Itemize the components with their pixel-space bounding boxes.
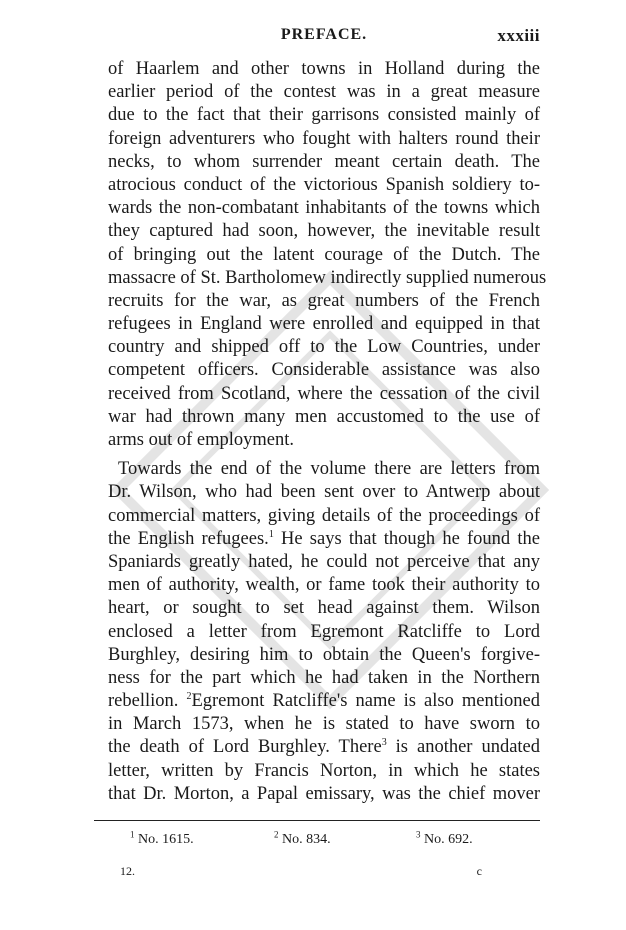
text-line: Spaniards greatly hated, he could not perceive that any xyxy=(108,551,540,572)
header-title: PREFACE. xyxy=(280,26,368,43)
body-text xyxy=(108,58,547,806)
text-line: competent officers. Considerable assistance was also xyxy=(108,360,540,381)
text-line: due to the fact that their garrisons consisted mainly of xyxy=(108,105,540,126)
running-header xyxy=(108,26,540,48)
text-line: received from Scotland, where the cessation of the civil xyxy=(108,383,540,404)
text-line-with-footnote xyxy=(108,690,540,713)
text-line: they captured had soon, however, the inevitable result xyxy=(108,221,540,242)
footnote-mark: 2 xyxy=(274,829,279,840)
line-tail: is another undated xyxy=(386,737,541,758)
text-line: massacre of St. Bartholomew indirectly supplied numerous xyxy=(108,267,547,288)
footnote-text: No. 1615. xyxy=(134,832,194,847)
line-tail: He says that though he found the xyxy=(273,528,540,549)
footnote-3 xyxy=(416,829,473,848)
text-line: necks, to whom surrender meant certain death. The xyxy=(108,151,540,172)
line-lead: the death of Lord Burghley. There xyxy=(108,737,382,758)
text-line: recruits for the war, as great numbers of the French xyxy=(108,290,540,311)
text-line: commercial matters, giving details of the proceedings of xyxy=(108,505,540,526)
footnote-ref-2: 2 xyxy=(186,690,192,702)
text-line: of bringing out the latent courage of the Dutch. The xyxy=(108,244,540,265)
line-tail: Egremont Ratcliffe's name is also mentioned xyxy=(191,691,540,712)
footnote-text: No. 834. xyxy=(278,832,331,847)
footnote-mark: 3 xyxy=(416,829,421,840)
text-line: country and shipped off to the Low Countries, under xyxy=(108,337,540,358)
text-line: that Dr. Morton, a Papal emissary, was the chief mover xyxy=(108,783,540,804)
footnote-text: No. 692. xyxy=(420,832,473,847)
signature-number: 12. xyxy=(120,864,135,878)
signature-line xyxy=(108,864,540,882)
text-line: war had thrown many men accustomed to the use of xyxy=(108,406,540,427)
text-line: Burghley, desiring him to obtain the Queen's forgive- xyxy=(108,644,540,665)
text-line-with-footnote xyxy=(108,736,540,759)
line-lead: the English refugees. xyxy=(108,528,269,549)
line-lead: rebellion. xyxy=(108,691,179,712)
footnote-ref-1: 1 xyxy=(268,528,274,540)
text-line: foreign adventurers who fought with halters round their xyxy=(108,128,540,149)
text-line: in March 1573, when he is stated to have sworn to xyxy=(108,714,540,735)
signature-letter: c xyxy=(476,864,482,878)
text-line: ness for the part which he had taken in the Northern xyxy=(108,667,540,688)
text-line: atrocious conduct of the victorious Spanish soldiery to- xyxy=(108,174,540,195)
footnote-1 xyxy=(130,829,194,848)
text-line: heart, or sought to set head against them. Wilson xyxy=(108,598,540,619)
text-line: Dr. Wilson, who had been sent over to Antwerp about xyxy=(108,482,540,503)
text-line: arms out of employment. xyxy=(108,430,294,450)
text-line: earlier period of the contest was in a great measure xyxy=(108,82,540,103)
text-line: wards the non-combatant inhabitants of the towns which xyxy=(108,198,540,219)
footnote-rule xyxy=(94,820,540,821)
text-line: enclosed a letter from Egremont Ratcliffe to Lord xyxy=(108,621,540,642)
footnote-mark: 1 xyxy=(130,829,135,840)
page-number: xxxiii xyxy=(497,26,540,45)
text-line-with-footnote xyxy=(108,528,540,551)
text-line: men of authority, wealth, or fame took their authority to xyxy=(108,575,540,596)
text-line: Towards the end of the volume there are letters from xyxy=(118,459,540,480)
footnotes xyxy=(130,829,530,852)
text-line: refugees in England were enrolled and equipped in that xyxy=(108,314,540,335)
text-line: letter, written by Francis Norton, in which he states xyxy=(108,760,540,781)
footnote-2 xyxy=(274,829,331,848)
footnote-ref-3: 3 xyxy=(381,737,387,749)
text-line: of Haarlem and other towns in Holland during the xyxy=(108,59,540,79)
